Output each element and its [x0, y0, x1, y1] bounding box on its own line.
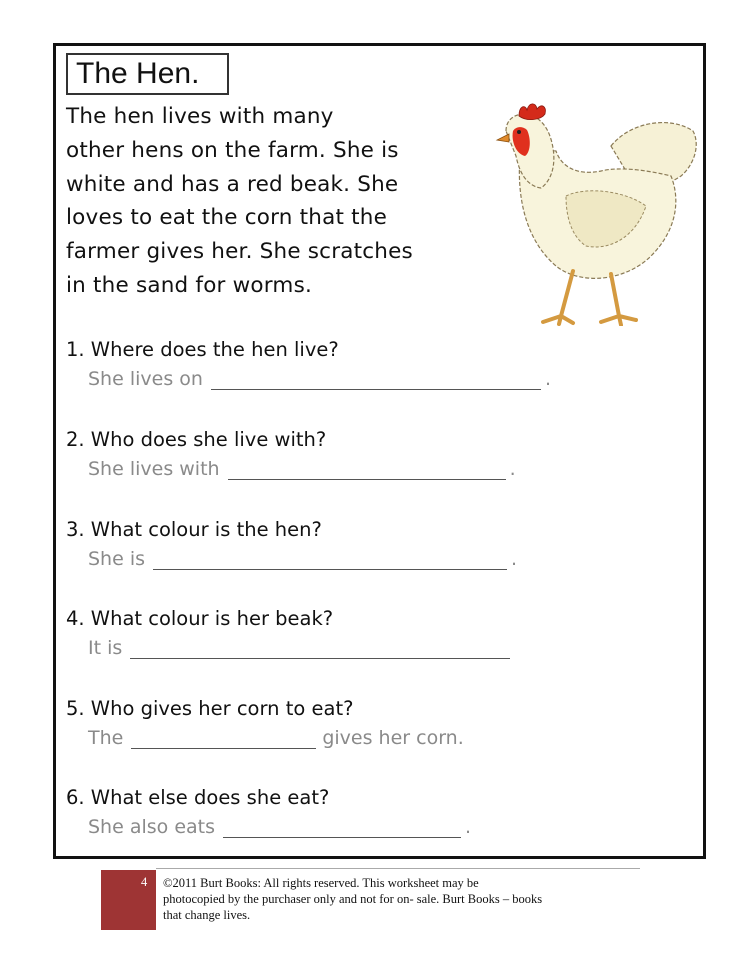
question-1: 1. Where does the hen live?	[66, 338, 339, 361]
answer-blank-6[interactable]	[223, 819, 461, 838]
answer-prefix: She also eats	[88, 816, 215, 838]
story-line: other hens on the farm. She is	[66, 137, 399, 163]
answer-blank-2[interactable]	[228, 461, 506, 480]
story-line: loves to eat the corn that the	[66, 205, 387, 231]
answer-row-3	[88, 548, 648, 570]
page-number: 4	[141, 875, 148, 889]
copyright-notice	[163, 875, 643, 923]
answer-suffix: .	[509, 458, 516, 480]
footer-divider	[156, 868, 640, 869]
answer-row-2	[88, 458, 648, 480]
answer-blank-3[interactable]	[153, 551, 507, 570]
answer-suffix: .	[465, 816, 472, 838]
question-6: 6. What else does she eat?	[66, 786, 330, 809]
question-4: 4. What colour is her beak?	[66, 607, 334, 630]
white-hen-icon	[461, 76, 706, 326]
story-line: in the sand for worms.	[66, 272, 313, 298]
question-2: 2. Who does she live with?	[66, 428, 327, 451]
answer-row-5	[88, 727, 648, 749]
answer-suffix: gives her corn.	[322, 727, 464, 749]
answer-prefix: She lives on	[88, 368, 203, 390]
answer-blank-4[interactable]	[130, 640, 510, 659]
question-5: 5. Who gives her corn to eat?	[66, 697, 354, 720]
answer-blank-1[interactable]	[211, 371, 541, 390]
story-line: farmer gives her. She scratches	[66, 239, 413, 265]
answer-prefix: The	[88, 727, 124, 749]
answer-blank-5[interactable]	[131, 730, 316, 749]
answer-prefix: She is	[88, 548, 146, 570]
story-line: The hen lives with many	[66, 104, 334, 129]
answer-prefix: It is	[88, 637, 123, 659]
copyright-line: that change lives.	[163, 908, 251, 922]
copyright-line: photocopied by the purchaser only and not for on- sale. Burt Books – books	[163, 892, 543, 906]
worksheet-page	[53, 43, 706, 859]
answer-row-4	[88, 637, 648, 659]
story-line: white and has a red beak. She	[66, 171, 399, 197]
question-3: 3. What colour is the hen?	[66, 518, 322, 541]
page-title: The Hen.	[66, 53, 229, 95]
answer-row-6	[88, 816, 648, 838]
answer-row-1	[88, 368, 648, 390]
answer-prefix: She lives with	[88, 458, 220, 480]
footer-color-block	[101, 870, 156, 930]
answer-suffix: .	[511, 548, 518, 570]
story-text	[66, 100, 486, 303]
copyright-line: ©2011 Burt Books: All rights reserved. This worksheet may be	[163, 876, 479, 890]
answer-suffix: .	[544, 368, 551, 390]
